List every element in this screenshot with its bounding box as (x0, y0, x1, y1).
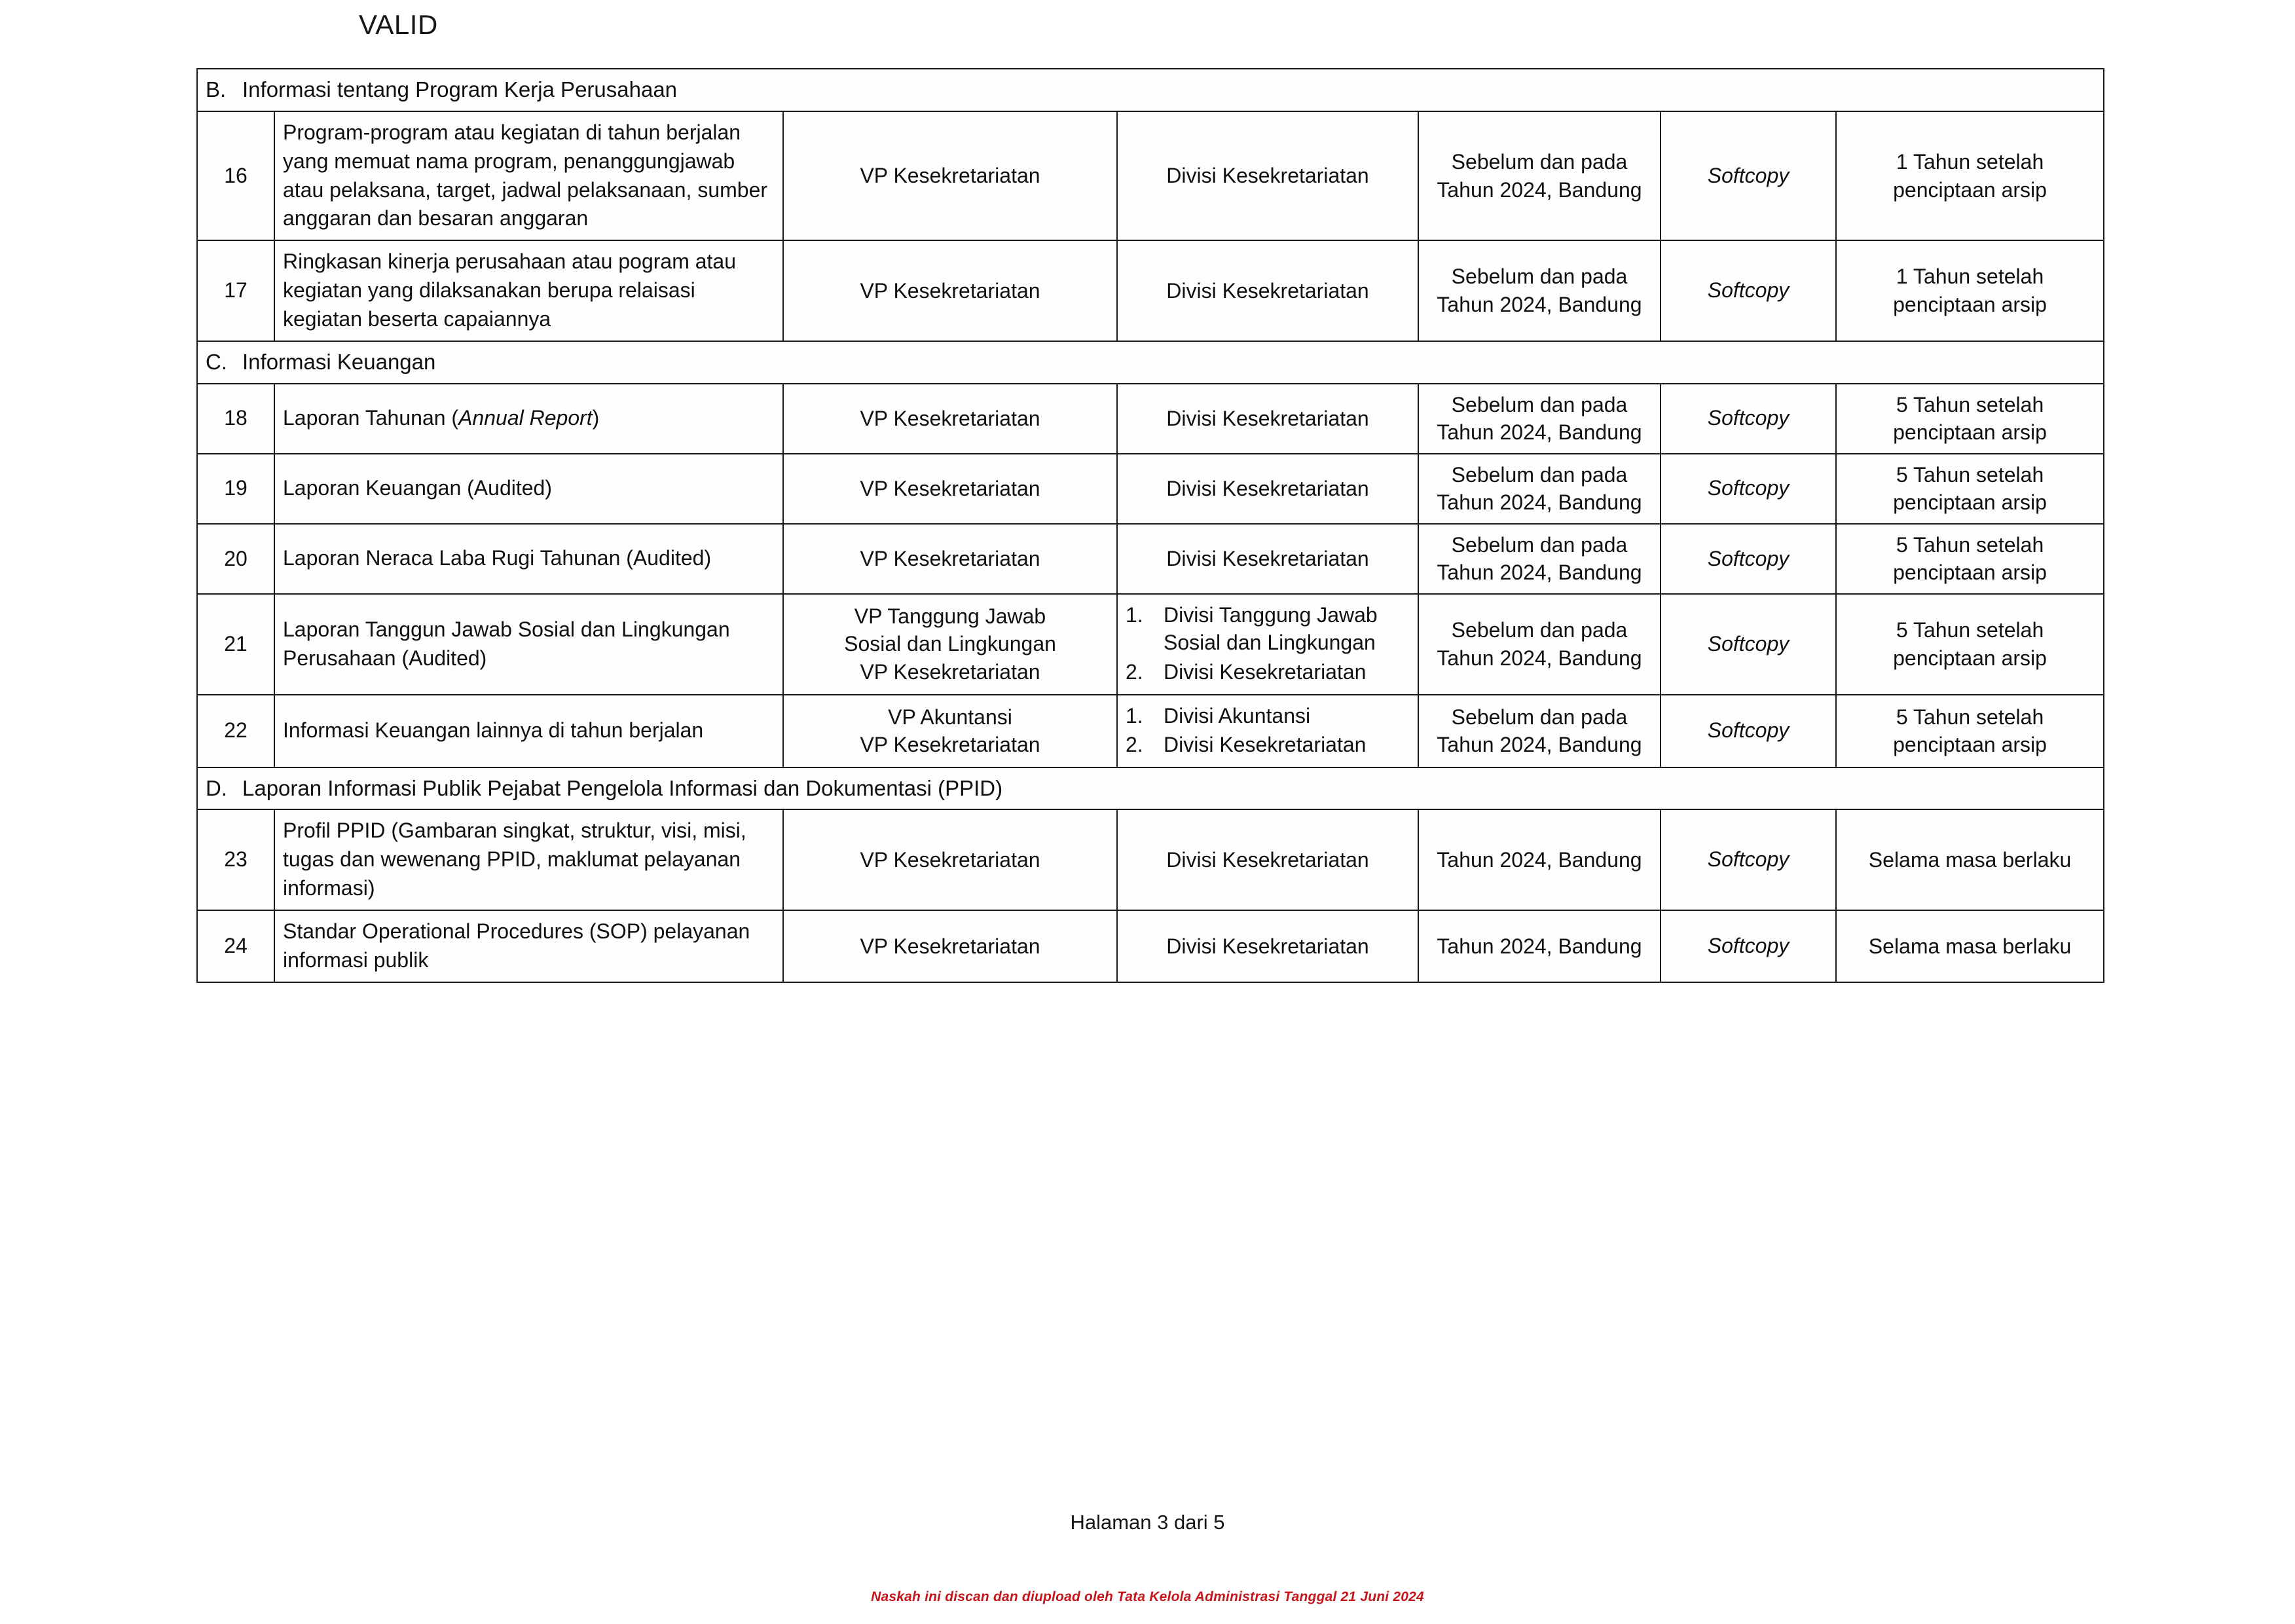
unit-line: VP Kesekretariatan (860, 659, 1040, 684)
divisi-sublist-item (1126, 601, 1410, 657)
creation-time-cell: Sebelum dan pada Tahun 2024, Bandung (1418, 524, 1661, 594)
creation-time-cell: Sebelum dan pada Tahun 2024, Bandung (1418, 454, 1661, 524)
row-number-cell: 23 (197, 809, 274, 910)
section-letter: B. (206, 77, 227, 101)
retention-cell: 5 Tahun setelah penciptaan arsip (1836, 695, 2104, 767)
divisi-sublist-text: Divisi Kesekretariatan (1164, 733, 1367, 757)
divisi-sublist (1126, 702, 1410, 759)
table-row (197, 809, 2104, 910)
section-letter: D. (206, 775, 227, 800)
row-number-cell: 18 (197, 384, 274, 454)
divisi-cell: Divisi Kesekretariatan (1117, 454, 1418, 524)
divisi-sublist-marker: 1. (1126, 602, 1143, 627)
divisi-cell: Divisi Kesekretariatan (1117, 524, 1418, 594)
table-row (197, 594, 2104, 695)
unit-line: VP Kesekretariatan (860, 733, 1040, 757)
retention-cell: 1 Tahun setelah penciptaan arsip (1836, 240, 2104, 341)
format-cell: Softcopy (1661, 809, 1836, 910)
divisi-sublist-item (1126, 731, 1410, 759)
unit-cell: VP Kesekretariatan (783, 524, 1117, 594)
divisi-sublist-text: Divisi Kesekretariatan (1164, 659, 1367, 684)
row-number-cell: 19 (197, 454, 274, 524)
divisi-sublist-text: Divisi Akuntansi (1164, 703, 1311, 728)
unit-cell: VP Kesekretariatan (783, 910, 1117, 982)
description-italic-text: Annual Report (458, 406, 593, 430)
table-row (197, 910, 2104, 982)
section-header-cell (197, 341, 2104, 384)
page-number-footer: Halaman 3 dari 5 (1070, 1511, 1225, 1534)
description-cell: Laporan Neraca Laba Rugi Tahunan (Audited) (274, 524, 783, 594)
creation-time-cell: Tahun 2024, Bandung (1418, 809, 1661, 910)
table-row (197, 454, 2104, 524)
creation-time-cell: Sebelum dan pada Tahun 2024, Bandung (1418, 240, 1661, 341)
creation-time-cell: Sebelum dan pada Tahun 2024, Bandung (1418, 384, 1661, 454)
unit-line: VP Tanggung Jawab (854, 604, 1046, 628)
table-row (197, 695, 2104, 767)
divisi-cell: Divisi Kesekretariatan (1117, 111, 1418, 240)
unit-line: VP Akuntansi (888, 705, 1012, 729)
creation-time-cell: Tahun 2024, Bandung (1418, 910, 1661, 982)
unit-cell (783, 695, 1117, 767)
creation-time-cell: Sebelum dan pada Tahun 2024, Bandung (1418, 594, 1661, 695)
archive-retention-table-wrapper (196, 68, 2103, 983)
row-number-cell: 24 (197, 910, 274, 982)
section-title: Laporan Informasi Publik Pejabat Pengelola Informasi dan Dokumentasi (PPID) (242, 775, 1003, 800)
description-cell: Informasi Keuangan lainnya di tahun berjalan (274, 695, 783, 767)
format-cell: Softcopy (1661, 454, 1836, 524)
divisi-sublist-marker: 2. (1126, 733, 1143, 757)
retention-cell: 5 Tahun setelah penciptaan arsip (1836, 384, 2104, 454)
description-cell: Laporan Keuangan (Audited) (274, 454, 783, 524)
section-header-cell (197, 69, 2104, 111)
retention-cell: 5 Tahun setelah penciptaan arsip (1836, 594, 2104, 695)
format-cell: Softcopy (1661, 384, 1836, 454)
row-number-cell: 16 (197, 111, 274, 240)
divisi-cell (1117, 594, 1418, 695)
table-row (197, 240, 2104, 341)
unit-cell: VP Kesekretariatan (783, 454, 1117, 524)
table-row (197, 384, 2104, 454)
valid-stamp: VALID (359, 9, 438, 40)
description-tail-text: ) (592, 406, 600, 430)
description-cell: Standar Operational Procedures (SOP) pelayanan informasi publik (274, 910, 783, 982)
divisi-sublist-text: Divisi Tanggung Jawab Sosial dan Lingkungan (1164, 602, 1378, 655)
table-body (197, 69, 2104, 982)
divisi-cell: Divisi Kesekretariatan (1117, 910, 1418, 982)
row-number-cell: 17 (197, 240, 274, 341)
retention-cell: Selama masa berlaku (1836, 809, 2104, 910)
creation-time-cell: Sebelum dan pada Tahun 2024, Bandung (1418, 695, 1661, 767)
retention-cell: 5 Tahun setelah penciptaan arsip (1836, 454, 2104, 524)
unit-cell: VP Kesekretariatan (783, 240, 1117, 341)
divisi-sublist-marker: 1. (1126, 703, 1143, 728)
section-title: Informasi tentang Program Kerja Perusahaan (242, 77, 678, 101)
divisi-cell (1117, 695, 1418, 767)
retention-cell: Selama masa berlaku (1836, 910, 2104, 982)
description-cell: Profil PPID (Gambaran singkat, struktur, visi, misi, tugas dan wewenang PPID, maklumat pelayanan informasi) (274, 809, 783, 910)
unit-line: Sosial dan Lingkungan (844, 632, 1056, 656)
description-cell: Program-program atau kegiatan di tahun berjalan yang memuat nama program, penanggungjawab atau pelaksana, target, jadwal pelaksanaan, sumber anggaran dan besaran anggaran (274, 111, 783, 240)
section-header-row (197, 69, 2104, 111)
archive-retention-table (196, 68, 2104, 983)
unit-cell: VP Kesekretariatan (783, 111, 1117, 240)
row-number-cell: 21 (197, 594, 274, 695)
unit-cell: VP Kesekretariatan (783, 809, 1117, 910)
section-title: Informasi Keuangan (242, 349, 436, 374)
divisi-sublist-item (1126, 658, 1410, 686)
divisi-sublist (1126, 601, 1410, 686)
format-cell: Softcopy (1661, 910, 1836, 982)
format-cell: Softcopy (1661, 524, 1836, 594)
retention-cell: 1 Tahun setelah penciptaan arsip (1836, 111, 2104, 240)
row-number-cell: 20 (197, 524, 274, 594)
format-cell: Softcopy (1661, 240, 1836, 341)
divisi-cell: Divisi Kesekretariatan (1117, 240, 1418, 341)
section-header-row (197, 767, 2104, 810)
divisi-sublist-marker: 2. (1126, 659, 1143, 684)
divisi-sublist-item (1126, 702, 1410, 730)
description-text: Laporan Tahunan ( (283, 406, 459, 430)
scan-upload-note: Naskah ini discan dan diupload oleh Tata Kelola Administrasi Tanggal 21 Juni 2024 (871, 1589, 1424, 1604)
format-cell: Softcopy (1661, 695, 1836, 767)
section-letter: C. (206, 349, 227, 374)
unit-cell (783, 594, 1117, 695)
description-cell: Ringkasan kinerja perusahaan atau pogram atau kegiatan yang dilaksanakan berupa relaisasi kegiatan beserta capaiannya (274, 240, 783, 341)
section-header-cell (197, 767, 2104, 810)
divisi-cell: Divisi Kesekretariatan (1117, 809, 1418, 910)
unit-cell: VP Kesekretariatan (783, 384, 1117, 454)
table-row (197, 524, 2104, 594)
section-header-row (197, 341, 2104, 384)
retention-cell: 5 Tahun setelah penciptaan arsip (1836, 524, 2104, 594)
divisi-cell: Divisi Kesekretariatan (1117, 384, 1418, 454)
description-cell: Laporan Tanggun Jawab Sosial dan Lingkungan Perusahaan (Audited) (274, 594, 783, 695)
table-row (197, 111, 2104, 240)
description-cell (274, 384, 783, 454)
format-cell: Softcopy (1661, 111, 1836, 240)
format-cell: Softcopy (1661, 594, 1836, 695)
row-number-cell: 22 (197, 695, 274, 767)
creation-time-cell: Sebelum dan pada Tahun 2024, Bandung (1418, 111, 1661, 240)
